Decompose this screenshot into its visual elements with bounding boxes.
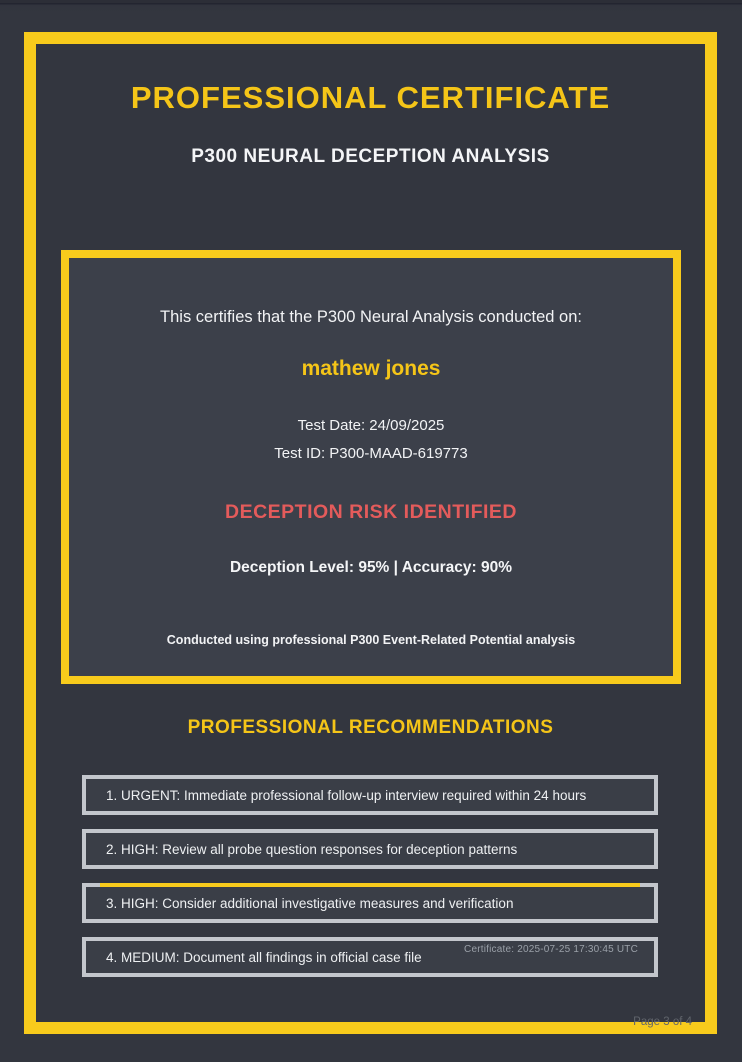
- certificate-timestamp: Certificate: 2025-07-25 17:30:45 UTC: [464, 944, 638, 955]
- test-date: Test Date: 24/09/2025: [297, 417, 445, 434]
- recommendation-text: 1. URGENT: Immediate professional follow-up interview required within 24 hours: [106, 787, 587, 803]
- window-top-edge: [0, 0, 742, 12]
- page-subtitle: P300 NEURAL DECEPTION ANALYSIS: [191, 146, 550, 167]
- recommendation-text: 2. HIGH: Review all probe question responses for deception patterns: [106, 841, 518, 857]
- page-number: Page 3 of 4: [633, 1016, 692, 1028]
- deception-risk-heading: DECEPTION RISK IDENTIFIED: [224, 501, 518, 523]
- recommendation-item-3: [82, 883, 658, 923]
- certify-statement: This certifies that the P300 Neural Analysis conducted on:: [160, 308, 582, 326]
- test-id: Test ID: P300-MAAD-619773: [274, 445, 468, 462]
- page-title: PROFESSIONAL CERTIFICATE: [130, 80, 611, 115]
- method-note: Conducted using professional P300 Event-Related Potential analysis: [166, 633, 576, 647]
- yellow-accent-bar: [100, 883, 640, 887]
- recommendation-item-1: [82, 775, 658, 815]
- recommendation-text: 4. MEDIUM: Document all findings in official case file: [106, 949, 422, 965]
- recommendations-heading: PROFESSIONAL RECOMMENDATIONS: [187, 717, 554, 738]
- deception-metrics: Deception Level: 95% | Accuracy: 90%: [229, 559, 513, 576]
- recommendation-item-4: [82, 937, 658, 977]
- subject-name: mathew jones: [301, 357, 441, 380]
- analysis-result-panel: [61, 250, 681, 684]
- recommendation-item-2: [82, 829, 658, 869]
- recommendation-text: 3. HIGH: Consider additional investigative measures and verification: [106, 895, 514, 911]
